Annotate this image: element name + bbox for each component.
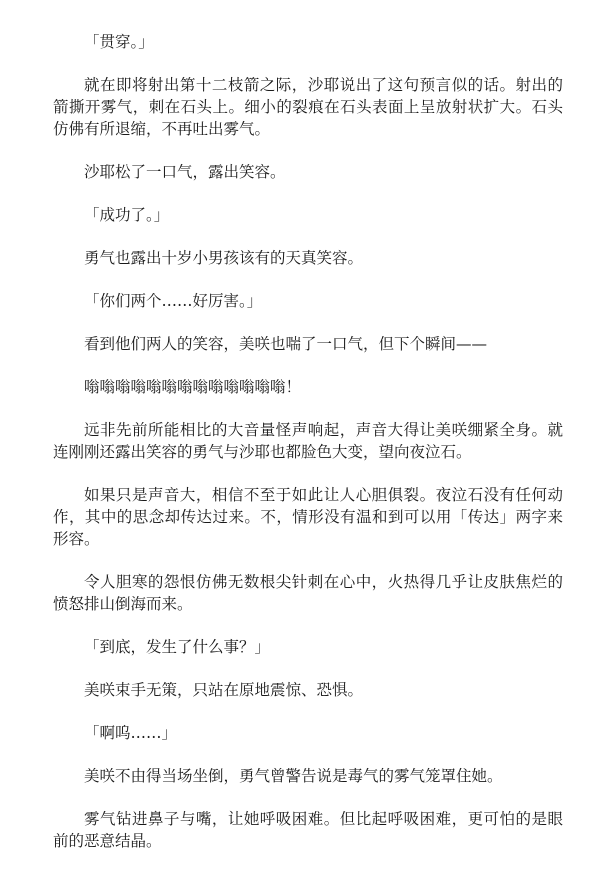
paragraph: 看到他们两人的笑容，美咲也喘了一口气，但下个瞬间—— bbox=[84, 335, 488, 353]
page-text bbox=[53, 31, 563, 873]
paragraph: 「啊呜……」 bbox=[84, 724, 178, 742]
paragraph: 「你们两个……好厉害。」 bbox=[84, 292, 263, 310]
paragraph: 美咲束手无策，只站在原地震惊、恐惧。 bbox=[84, 681, 364, 699]
paragraph: 令人胆寒的怨恨仿佛无数根尖针刺在心中，火热得几乎让皮肤焦烂的愤怒排山倒海而来。 bbox=[53, 573, 563, 613]
paragraph: 勇气也露出十岁小男孩该有的天真笑容。 bbox=[84, 249, 364, 267]
paragraph: 美咲不由得当场坐倒，勇气曾警告说是毒气的雾气笼罩住她。 bbox=[84, 767, 503, 785]
paragraph: 如果只是声音大，相信不至于如此让人心胆俱裂。夜泣石没有任何动作，其中的思念却传达过来。不，情形没有温和到可以用「传达」两字来形容。 bbox=[53, 486, 563, 548]
paragraph: 沙耶松了一口气，露出笑容。 bbox=[84, 163, 286, 181]
paragraph: 雾气钻进鼻子与嘴，让她呼吸困难。但比起呼吸困难，更可怕的是眼前的恶意结晶。 bbox=[53, 810, 563, 850]
paragraph: 「到底，发生了什么事？」 bbox=[84, 638, 271, 656]
paragraph: 嗡嗡嗡嗡嗡嗡嗡嗡嗡嗡嗡嗡嗡！ bbox=[84, 378, 302, 396]
paragraph: 就在即将射出第十二枝箭之际，沙耶说出了这句预言似的话。射出的箭撕开雾气，刺在石头上。细小的裂痕在石头表面上呈放射状扩大。石头仿佛有所退缩，不再吐出雾气。 bbox=[53, 76, 563, 138]
paragraph: 远非先前所能相比的大音量怪声响起，声音大得让美咲绷紧全身。就连刚刚还露出笑容的勇气与沙耶也都脸色大变，望向夜泣石。 bbox=[53, 421, 563, 461]
paragraph: 「成功了。」 bbox=[84, 206, 170, 224]
paragraph: 「贯穿。」 bbox=[84, 33, 154, 51]
